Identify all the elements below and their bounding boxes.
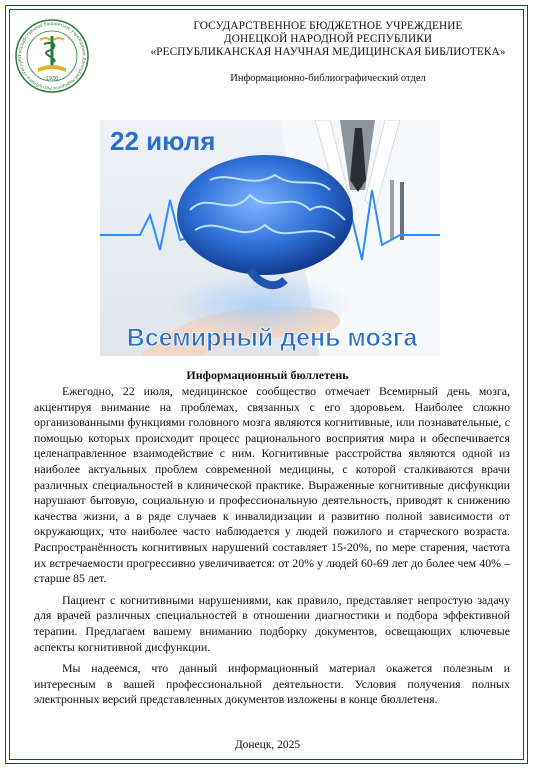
bulletin-body (34, 384, 510, 714)
org-line-1: ГОСУДАРСТВЕННОЕ БЮДЖЕТНОЕ УЧРЕЖДЕНИЕ (193, 20, 463, 32)
logo-year: 1930 (45, 76, 59, 82)
paragraph-2: Пациент с когнитивными нарушениями, как правило, представляет непростую задачу для врачей различных специальностей в отношении диагностики и подбора эффективной терапии. Предлагаем вашему вниманию подборку документов, освещающих ключевые аспекты когнитивной дисфункции. (34, 592, 510, 654)
library-logo (14, 18, 90, 94)
department-name: Информационно-библиографический отдел (230, 73, 426, 84)
banner-title: Всемирный день мозга (126, 324, 418, 352)
org-line-3: «РЕСПУБЛИКАНСКАЯ НАУЧНАЯ МЕДИЦИНСКАЯ БИБЛИОТЕКА» (150, 46, 506, 58)
logo-ring-text: Государственное бюджетное учреждение Донецкой Народной Республики «Республ (17, 21, 87, 91)
footer-place-year: Донецк, 2025 (234, 739, 301, 751)
paragraph-3: Мы надеемся, что данный информационный материал окажется полезным и интересным в вашей профессиональной деятельности. Условия получения полных электронных версий представленных документов изложены в конце бюллетеня. (34, 661, 510, 707)
bulletin-title: Информационный бюллетень (186, 368, 349, 382)
paragraph-1: Ежегодно, 22 июля, медицинское сообщество отмечает Всемирный день мозга, акцентируя внимание на проблемах, связанных с его здоровьем. Наиболее сложно организованными функциями головного мозга являются когнитивные, или познавательные, с помощью которых происходит процесс рационального восприятия мира и обеспечивается целенаправленное взаимодействие с ним. Когнитивные расстройства являются одной из наиболее актуальных проблем современной медицины, с которой сталкиваются врачи различных специальностей в клинической практике. Выраженные когнитивные дисфункции нарушают бытовую, социальную и профессиональную деятельность, приводят к снижению качества жизни, а в ряде случаев к инвалидизации и развитию полной зависимости от окружающих, что наиболее часто наблюдается у людей пожилого и старческого возраста. Распространённость когнитивных нарушений составляет 15-20%, по мере старения, частота их встречаемости прогрессивно увеличивается: от 20% у людей 60-69 лет до более чем 40% – старше 85 лет. (34, 384, 510, 586)
brain-icon (177, 155, 353, 275)
organization-name (128, 20, 528, 59)
banner-image (100, 120, 440, 356)
org-line-2: ДОНЕЦКОЙ НАРОДНОЙ РЕСПУБЛИКИ (223, 33, 433, 45)
banner-date: 22 июля (110, 126, 216, 156)
